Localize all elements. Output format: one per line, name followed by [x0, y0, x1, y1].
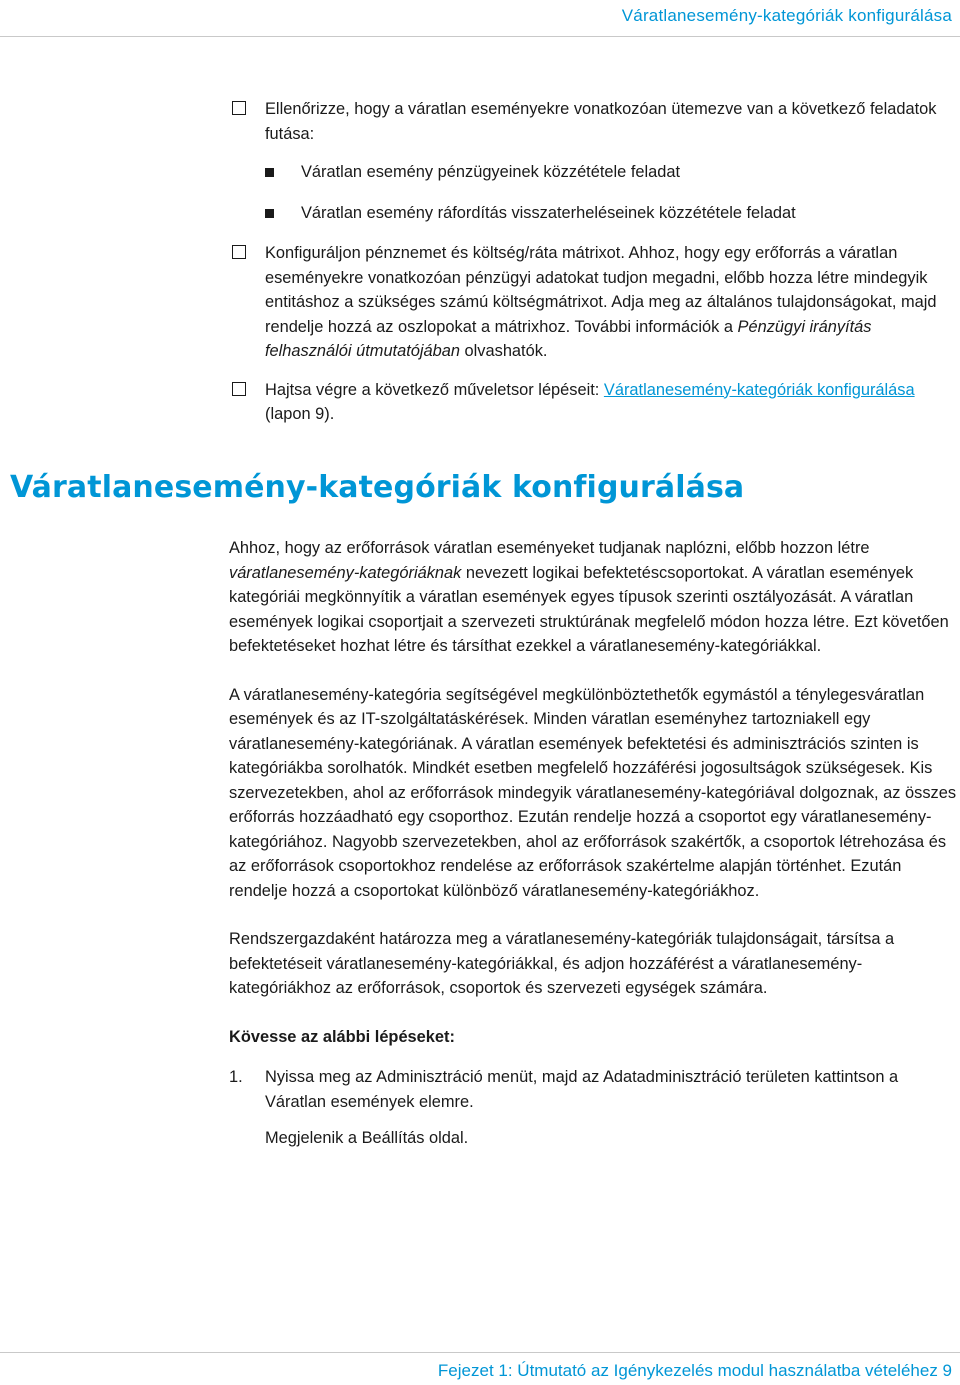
paragraph — [229, 536, 957, 659]
step-item — [229, 1065, 957, 1151]
guide-title: Pénzügyi irányítás felhasználói útmutatójában — [265, 317, 872, 360]
paragraph-text: nevezett logikai befektetéscsoportokat. A váratlan események kategóriái megkönnyítik a váratlan események egyes típusok szerinti osztályozását. A váratlan események logikai csoportjait a szervezeti struktúrának megfelelő módon hozza létre. Ezt követően befektetéseket hozhat létre és társíthat ezekkel a váratlanesemény-kategóriákkal. — [229, 563, 949, 655]
step-text: Nyissa meg az Adminisztráció menüt, majd az Adatadminisztráció területen kattintson a Váratlan események elemre. — [265, 1068, 899, 1111]
paragraph: A váratlanesemény-kategória segítségével megkülönböztethetők egymástól a ténylegesváratlan események és az IT-szolgáltatáskérések. Minden váratlan eseményhez tartozniakell egy váratlanesemény-kategóriának. A váratlan események befektetési és adminisztrációs szinten is kategóriákba sorolhatók. Mindkét esetben megfelelő hozzáférési jogosultságok szükségesek. Kis szervezetekben, ahol az erőforrások mindegyik váratlanesemény-kategóriával dolgoznak, az összes erőforrás hozzáadható egy csoporthoz. Ezután rendelje hozzá a csoportot egy váratlanesemény-kategóriához. Nagyobb szervezetekben, ahol az erőforrások szakértők, a csoportok létrehozása és az erőforrások csoportokhoz rendelése az erőforrások szakértelme alapján történhet. Ezután rendelje hozzá a csoportokat különböző váratlanesemény-kategóriákhoz. — [229, 685, 957, 900]
checklist-item-text: Ellenőrizze, hogy a váratlan eseményekre vonatkozóan ütemezve van a következő feladatok futása: — [265, 100, 937, 143]
checklist-item — [232, 97, 957, 146]
paragraph: Rendszergazdaként határozza meg a váratlanesemény-kategóriák tulajdonságait, társítsa a befektetéseit váratlanesemény-kategóriákkal, és adjon hozzáférést a váratlanesemény-kategóriákhoz az erőforrások, csoportok és szervezeti egységek számára. — [229, 930, 895, 997]
checklist-item-text: olvashatók. — [460, 342, 548, 360]
step-number: 1. — [229, 1068, 243, 1086]
sub-list-item-text: Váratlan esemény ráfordítás visszaterheléseinek közzététele feladat — [301, 203, 796, 222]
section-link[interactable]: Váratlanesemény-kategóriák konfigurálása — [603, 380, 915, 399]
checklist-item-text: Konfiguráljon pénznemet és költség/ráta mátrixot. Ahhoz, hogy egy erőforrás a váratlan eseményekre vonatkozóan pénzügyi adatokat tudjon megadni, előbb hozza létre mindegyik entitáshoz a szükséges számú költségmátrixot. Adja meg az általános tulajdonságokat, majd rendelje hozzá az oszlopokat a mátrixhoz. További információk a — [265, 244, 937, 336]
sub-list-item — [265, 160, 957, 185]
checkbox-icon[interactable] — [232, 382, 246, 396]
sub-list-item — [265, 201, 957, 226]
checklist-item-text: Hajtsa végre a következő műveletsor lépéseit: — [265, 380, 604, 399]
bullet-square-icon — [265, 209, 274, 218]
step-result: Megjelenik a Beállítás oldal. — [265, 1129, 469, 1147]
checklist — [232, 97, 957, 427]
running-footer: Fejezet 1: Útmutató az Igénykezelés modul használatba vételéhez 9 — [437, 1361, 952, 1380]
checkbox-icon[interactable] — [232, 101, 246, 115]
bullet-square-icon — [265, 168, 274, 177]
steps-heading: Kövesse az alábbi lépéseket: — [229, 1027, 455, 1046]
running-header: Váratlanesemény-kategóriák konfigurálása — [621, 6, 952, 25]
term-emphasis: váratlanesemény-kategóriáknak — [229, 563, 462, 582]
checklist-item — [232, 378, 957, 427]
section-body — [229, 536, 957, 1151]
checklist-item — [232, 241, 957, 364]
checklist-item-text: (lapon 9). — [265, 405, 335, 423]
paragraph-text: Ahhoz, hogy az erőforrások váratlan eseményeket tudjanak naplózni, előbb hozzon létre — [229, 539, 870, 557]
header-divider — [0, 36, 960, 37]
checkbox-icon[interactable] — [232, 245, 246, 259]
footer-divider — [0, 1352, 960, 1353]
section-title: Váratlanesemény-kategóriák konfigurálása — [10, 470, 745, 505]
sub-list-item-text: Váratlan esemény pénzügyeinek közzététele feladat — [301, 163, 681, 181]
sub-list — [232, 160, 957, 225]
